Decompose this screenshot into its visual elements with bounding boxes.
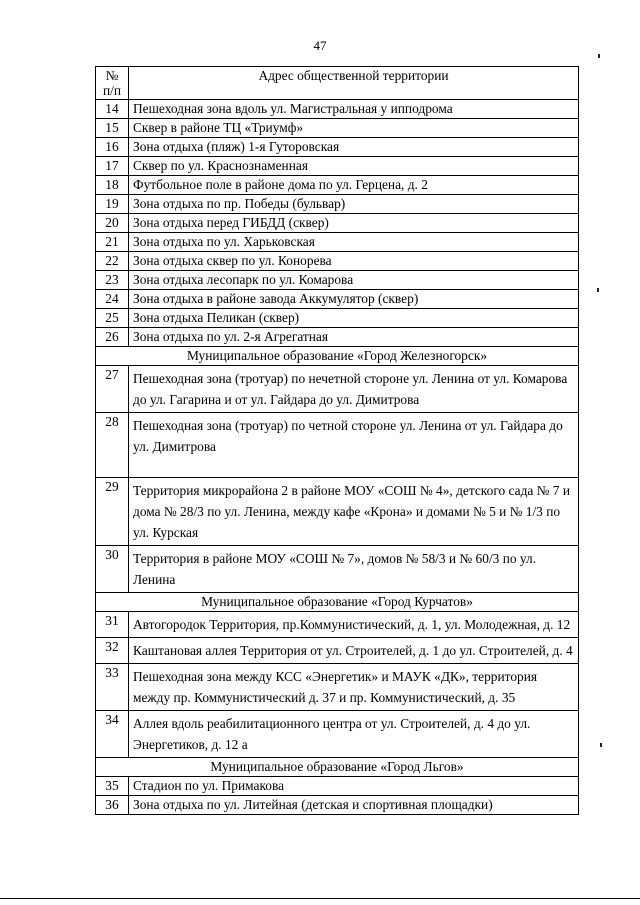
table-row xyxy=(96,478,579,546)
row-number: 16 xyxy=(96,138,129,157)
row-number: 14 xyxy=(96,100,129,119)
row-number: 20 xyxy=(96,214,129,233)
row-number: 31 xyxy=(96,612,129,638)
row-number: 28 xyxy=(96,413,129,478)
table-row xyxy=(96,195,579,214)
table-row xyxy=(96,309,579,328)
row-address: Стадион по ул. Примакова xyxy=(129,777,579,796)
row-number: 27 xyxy=(96,366,129,413)
row-number: 34 xyxy=(96,711,129,758)
row-address: Зона отдыха (пляж) 1-я Гуторовская xyxy=(129,138,579,157)
page-number: 47 xyxy=(313,38,327,53)
row-address: Зона отдыха по ул. Харьковская xyxy=(129,233,579,252)
row-address: Аллея вдоль реабилитационного центра от ул. Строителей, д. 4 до ул. Энергетиков, д. 12 а xyxy=(129,711,579,758)
table-row xyxy=(96,157,579,176)
section-row xyxy=(96,347,579,366)
row-number: 22 xyxy=(96,252,129,271)
table-row xyxy=(96,366,579,413)
section-heading-kurchatov: Муниципальное образование «Город Курчатов» xyxy=(96,593,579,612)
row-address: Пешеходная зона вдоль ул. Магистральная у ипподрома xyxy=(129,100,579,119)
row-address: Территория микрорайона 2 в районе МОУ «СОШ № 4», детского сада № 7 и дома № 28/3 по ул. Ленина, между кафе «Крона» и домами № 5 и № 1/3 по ул. Курская xyxy=(129,478,579,546)
row-number: 19 xyxy=(96,195,129,214)
table-row xyxy=(96,546,579,593)
table-row xyxy=(96,664,579,711)
row-address: Каштановая аллея Территория от ул. Строителей, д. 1 до ул. Строителей, д. 4 xyxy=(129,638,579,664)
row-address: Зона отдыха лесопарк по ул. Комарова xyxy=(129,271,579,290)
scan-speck xyxy=(600,743,602,747)
table-row xyxy=(96,233,579,252)
row-address: Зона отдыха Пеликан (сквер) xyxy=(129,309,579,328)
row-address: Сквер в районе ТЦ «Триумф» xyxy=(129,119,579,138)
row-number: 35 xyxy=(96,777,129,796)
row-number: 32 xyxy=(96,638,129,664)
row-number: 29 xyxy=(96,478,129,546)
row-address: Зона отдыха в районе завода Аккумулятор (сквер) xyxy=(129,290,579,309)
row-address: Пешеходная зона (тротуар) по нечетной стороне ул. Ленина от ул. Комарова до ул. Гагарина и от ул. Гайдара до ул. Димитрова xyxy=(129,366,579,413)
table-row xyxy=(96,100,579,119)
row-number: 17 xyxy=(96,157,129,176)
table-row xyxy=(96,252,579,271)
row-number: 25 xyxy=(96,309,129,328)
scan-edge-line xyxy=(0,898,640,899)
row-number: 23 xyxy=(96,271,129,290)
table-row xyxy=(96,214,579,233)
table-row xyxy=(96,138,579,157)
table-row xyxy=(96,328,579,347)
scan-speck xyxy=(598,54,600,58)
table-row xyxy=(96,777,579,796)
section-row xyxy=(96,758,579,777)
row-address: Зона отдыха сквер по ул. Конорева xyxy=(129,252,579,271)
row-address: Автогородок Территория, пр.Коммунистический, д. 1, ул. Молодежная, д. 12 xyxy=(129,612,579,638)
row-number: 18 xyxy=(96,176,129,195)
table-row xyxy=(96,638,579,664)
row-number: 30 xyxy=(96,546,129,593)
table-row xyxy=(96,119,579,138)
row-address: Зона отдыха перед ГИБДД (сквер) xyxy=(129,214,579,233)
row-address: Зона отдыха по пр. Победы (бульвар) xyxy=(129,195,579,214)
table-row xyxy=(96,796,579,815)
table-row xyxy=(96,290,579,309)
row-address: Зона отдыха по ул. 2-я Агрегатная xyxy=(129,328,579,347)
row-address: Зона отдыха по ул. Литейная (детская и спортивная площадки) xyxy=(129,796,579,815)
section-heading-zheleznogorsk: Муниципальное образование «Город Железногорск» xyxy=(96,347,579,366)
row-address: Пешеходная зона между КСС «Энергетик» и МАУК «ДК», территория между пр. Коммунистический д. 37 и пр. Коммунистический, д. 35 xyxy=(129,664,579,711)
table-row xyxy=(96,271,579,290)
column-header-number: № п/п xyxy=(96,67,129,100)
table-row xyxy=(96,711,579,758)
public-territories-table xyxy=(95,66,579,815)
table-row xyxy=(96,176,579,195)
row-number: 15 xyxy=(96,119,129,138)
scan-speck xyxy=(597,288,599,292)
row-number: 21 xyxy=(96,233,129,252)
row-address: Футбольное поле в районе дома по ул. Герцена, д. 2 xyxy=(129,176,579,195)
column-header-address: Адрес общественной территории xyxy=(129,67,579,100)
table-row xyxy=(96,413,579,478)
section-heading-lgov: Муниципальное образование «Город Льгов» xyxy=(96,758,579,777)
row-address: Сквер по ул. Краснознаменная xyxy=(129,157,579,176)
row-address: Пешеходная зона (тротуар) по четной стороне ул. Ленина от ул. Гайдара до ул. Димитрова xyxy=(129,413,579,478)
table-header-row xyxy=(96,67,579,100)
row-address: Территория в районе МОУ «СОШ № 7», домов № 58/3 и № 60/3 по ул. Ленина xyxy=(129,546,579,593)
row-number: 36 xyxy=(96,796,129,815)
row-number: 26 xyxy=(96,328,129,347)
row-number: 24 xyxy=(96,290,129,309)
table-row xyxy=(96,612,579,638)
row-number: 33 xyxy=(96,664,129,711)
section-row xyxy=(96,593,579,612)
